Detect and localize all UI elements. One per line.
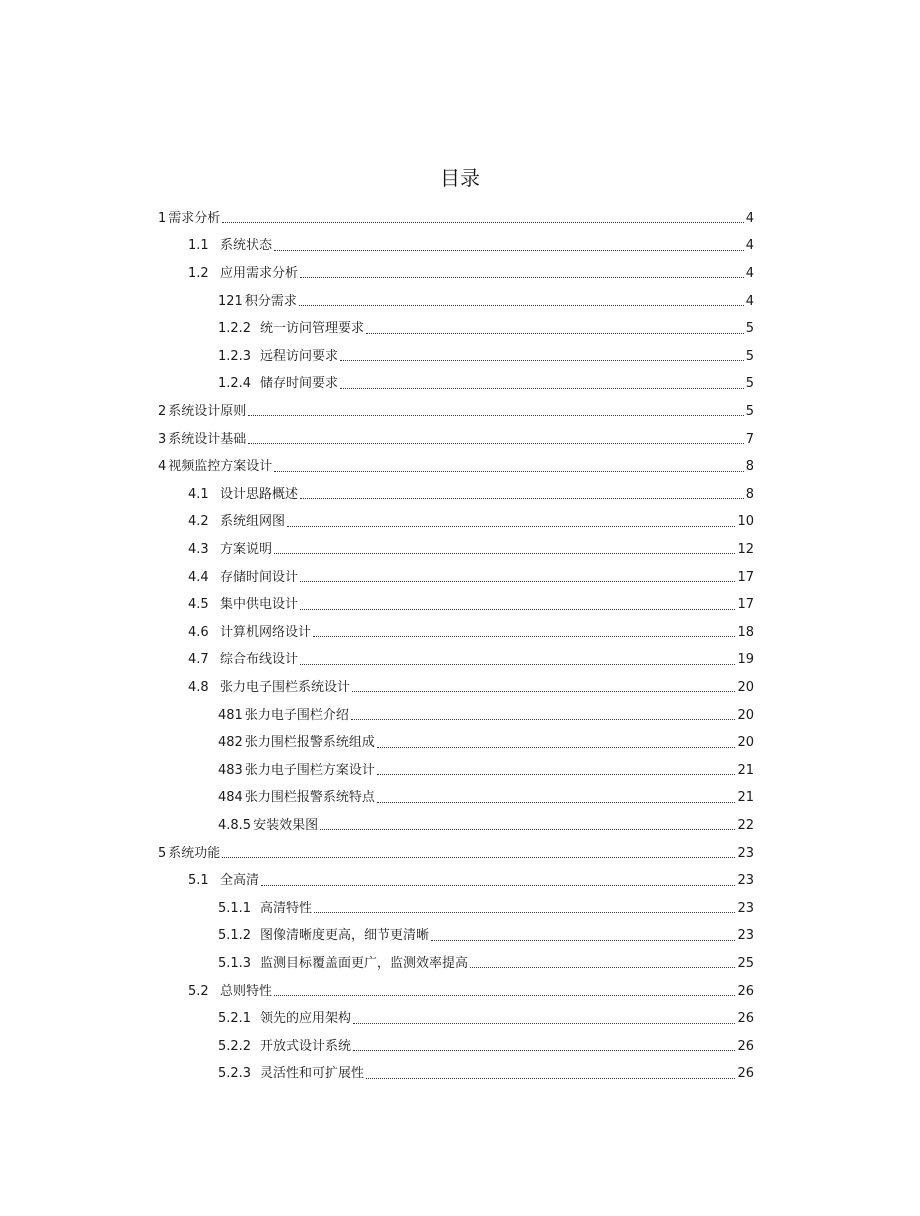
toc-entry-title: 张力电子围栏系统设计 (220, 679, 351, 695)
toc-entry-title: 全高清 (220, 873, 260, 889)
toc-entry[interactable] (158, 426, 754, 454)
toc-entry[interactable] (188, 867, 754, 895)
dot-leader (353, 1023, 735, 1024)
toc-entry[interactable] (218, 923, 754, 951)
toc-entry-page: 17 (737, 597, 754, 613)
toc-entry-title: 系统设计基础 (168, 431, 247, 447)
dot-leader (300, 277, 744, 278)
dot-leader (352, 691, 735, 692)
dot-leader (313, 636, 735, 637)
toc-entry[interactable] (218, 343, 754, 371)
toc-entry-number: 4.2 (188, 514, 209, 530)
toc-entry[interactable] (218, 785, 754, 813)
dot-leader (261, 885, 735, 886)
dot-leader (377, 774, 736, 775)
toc-entry[interactable] (218, 288, 754, 316)
toc-entry[interactable] (218, 702, 754, 730)
toc-entry-page: 10 (737, 514, 754, 530)
dot-leader (300, 664, 735, 665)
dot-leader (274, 995, 735, 996)
toc-entry-page: 20 (737, 735, 754, 751)
toc-entry-number: 5.2.3 (218, 1066, 252, 1082)
toc-entry-title: 安装效果图 (253, 817, 319, 833)
dot-leader (222, 222, 743, 223)
toc-entry-title: 集中供电设计 (220, 597, 299, 613)
toc-entry-page: 25 (737, 955, 754, 971)
toc-entry-page: 5 (745, 376, 754, 392)
toc-entry-title: 设计思路概述 (220, 486, 299, 502)
toc-entry-page: 5 (745, 348, 754, 364)
toc-entry-title: 系统组网图 (220, 514, 286, 530)
toc-entry[interactable] (218, 950, 754, 978)
toc-entry[interactable] (218, 1033, 754, 1061)
toc-entry-title: 灵活性和可扩展性 (260, 1066, 365, 1082)
toc-entry-title: 计算机网络设计 (220, 624, 312, 640)
toc-entry-number: 4.8 (188, 679, 209, 695)
dot-leader (300, 609, 735, 610)
toc-entry-number: 121 (218, 293, 243, 309)
toc-entry-title: 张力围栏报警系统特点 (244, 790, 375, 806)
toc-entry[interactable] (218, 812, 754, 840)
toc-entry-number: 1.1 (188, 238, 209, 254)
toc-entry[interactable] (158, 840, 754, 868)
toc-entry-number: 1.2.4 (218, 376, 252, 392)
toc-entry-page: 26 (737, 1038, 754, 1054)
toc-entry-number: 4.5 (188, 597, 209, 613)
dot-leader (320, 829, 735, 830)
toc-entry-title: 储存时间要求 (260, 376, 339, 392)
dot-leader (470, 967, 735, 968)
dot-leader (222, 857, 735, 858)
toc-entry-title: 张力围栏报警系统组成 (244, 735, 375, 751)
dot-leader (366, 333, 744, 334)
toc-entry-page: 4 (745, 265, 754, 281)
toc-entry-number: 484 (218, 790, 243, 806)
toc-entry-number: 5.1.2 (218, 928, 252, 944)
dot-leader (248, 415, 743, 416)
toc-entry-page: 21 (737, 790, 754, 806)
toc-entry-page: 5 (745, 321, 754, 337)
toc-entry-page: 21 (737, 762, 754, 778)
toc-entry-page: 7 (745, 431, 754, 447)
toc-entry-title: 开放式设计系统 (260, 1038, 352, 1054)
dot-leader (340, 388, 744, 389)
toc-entry-title: 综合布线设计 (220, 652, 299, 668)
toc-entry-page: 4 (745, 210, 754, 226)
toc-entry[interactable] (218, 1005, 754, 1033)
toc-entry-title: 总则特性 (220, 983, 273, 999)
toc-entry-number: 2 (158, 403, 167, 419)
dot-leader (287, 526, 735, 527)
dot-leader (340, 360, 744, 361)
toc-entry-title: 张力电子围栏介绍 (244, 707, 349, 723)
toc-entry[interactable] (218, 895, 754, 923)
toc-entry-page: 4 (745, 238, 754, 254)
toc-entry-title: 存储时间设计 (220, 569, 299, 585)
toc-entry-page: 23 (737, 928, 754, 944)
toc-entry-number: 5.1.3 (218, 955, 252, 971)
dot-leader (248, 443, 743, 444)
toc-entry[interactable] (188, 260, 754, 288)
toc-entry-number: 4.3 (188, 541, 209, 557)
dot-leader (300, 581, 735, 582)
toc-entry-page: 22 (737, 817, 754, 833)
toc-entry[interactable] (188, 509, 754, 537)
toc-entry-number: 481 (218, 707, 243, 723)
toc-entry[interactable] (188, 481, 754, 509)
dot-leader (300, 498, 744, 499)
toc-entry-title: 系统功能 (168, 845, 221, 861)
toc-entry[interactable] (218, 757, 754, 785)
toc-entry-number: 4 (158, 459, 167, 475)
toc-entry-title: 需求分析 (168, 210, 221, 226)
toc-entry[interactable] (158, 205, 754, 233)
toc-entry-page: 8 (745, 486, 754, 502)
toc-entry-title: 视频监控方案设计 (168, 459, 273, 475)
toc-entry-page: 8 (745, 459, 754, 475)
toc-entry-page: 17 (737, 569, 754, 585)
toc-entry-number: 4.1 (188, 486, 209, 502)
toc-entry[interactable] (188, 619, 754, 647)
toc-entry-number: 5.2 (188, 983, 209, 999)
dot-leader (377, 802, 736, 803)
toc-entry[interactable] (188, 564, 754, 592)
dot-leader (351, 719, 736, 720)
toc-entry-number: 4.4 (188, 569, 209, 585)
toc-entry[interactable] (158, 398, 754, 426)
toc-entry-title: 方案说明 (220, 541, 273, 557)
toc-entry[interactable] (218, 315, 754, 343)
toc-entry[interactable] (218, 371, 754, 399)
toc-entry-page: 26 (737, 1066, 754, 1082)
toc-entry-title: 应用需求分析 (220, 265, 299, 281)
toc-entry[interactable] (188, 536, 754, 564)
toc-entry-number: 5.2.2 (218, 1038, 252, 1054)
dot-leader (366, 1078, 735, 1079)
toc-entry-page: 4 (745, 293, 754, 309)
dot-leader (314, 912, 735, 913)
toc-entry-title: 系统状态 (220, 238, 273, 254)
toc-entry[interactable] (188, 647, 754, 675)
toc-entry-page: 26 (737, 983, 754, 999)
toc-entry-page: 26 (737, 1011, 754, 1027)
toc-entry-page: 19 (737, 652, 754, 668)
dot-leader (431, 940, 735, 941)
toc-entry-number: 4.8.5 (218, 817, 252, 833)
toc-entry-page: 12 (737, 541, 754, 557)
toc-entry-title: 高清特性 (260, 900, 313, 916)
dot-leader (274, 553, 735, 554)
toc-entry-number: 5.2.1 (218, 1011, 252, 1027)
dot-leader (274, 250, 744, 251)
toc-entry-title: 统一访问管理要求 (260, 321, 365, 337)
toc-entry-page: 20 (737, 679, 754, 695)
toc-entry[interactable] (188, 978, 754, 1006)
toc-entry-title: 图像清晰度更高，细节更清晰 (260, 928, 430, 944)
toc-entry-page: 23 (737, 900, 754, 916)
toc-entry-page: 23 (737, 845, 754, 861)
toc-entry-number: 1 (158, 210, 167, 226)
toc-entry-number: 1.2.3 (218, 348, 252, 364)
toc-entry-number: 4.6 (188, 624, 209, 640)
toc-entry-number: 5.1 (188, 873, 209, 889)
toc-entry[interactable] (188, 674, 754, 702)
dot-leader (353, 1050, 735, 1051)
toc-entry-title: 远程访问要求 (260, 348, 339, 364)
toc-entry-number: 483 (218, 762, 243, 778)
dot-leader (274, 471, 743, 472)
toc-entry-title: 系统设计原则 (168, 403, 247, 419)
toc-entry-page: 18 (737, 624, 754, 640)
toc-entry-page: 23 (737, 873, 754, 889)
toc-entry-number: 1.2 (188, 265, 209, 281)
toc-entry-title: 领先的应用架构 (260, 1011, 352, 1027)
dot-leader (377, 747, 736, 748)
toc-entry-number: 5.1.1 (218, 900, 252, 916)
toc-entry[interactable] (218, 1061, 754, 1089)
dot-leader (299, 305, 744, 306)
toc-entry[interactable] (158, 453, 754, 481)
toc-entry-page: 20 (737, 707, 754, 723)
page-title: 目录 (440, 166, 480, 190)
toc-entry-title: 张力电子围栏方案设计 (244, 762, 375, 778)
toc-entry-number: 3 (158, 431, 167, 447)
toc-entry[interactable] (188, 591, 754, 619)
toc-entry-number: 482 (218, 735, 243, 751)
toc-entry-title: 积分需求 (244, 293, 297, 309)
toc-entry-number: 5 (158, 845, 167, 861)
toc-entry-number: 1.2.2 (218, 321, 252, 337)
toc-entry[interactable] (188, 233, 754, 261)
toc-entry-number: 4.7 (188, 652, 209, 668)
toc-entry-page: 5 (745, 403, 754, 419)
toc-entry-title: 监测目标覆盖面更广，监测效率提高 (260, 955, 469, 971)
toc-entry[interactable] (218, 729, 754, 757)
